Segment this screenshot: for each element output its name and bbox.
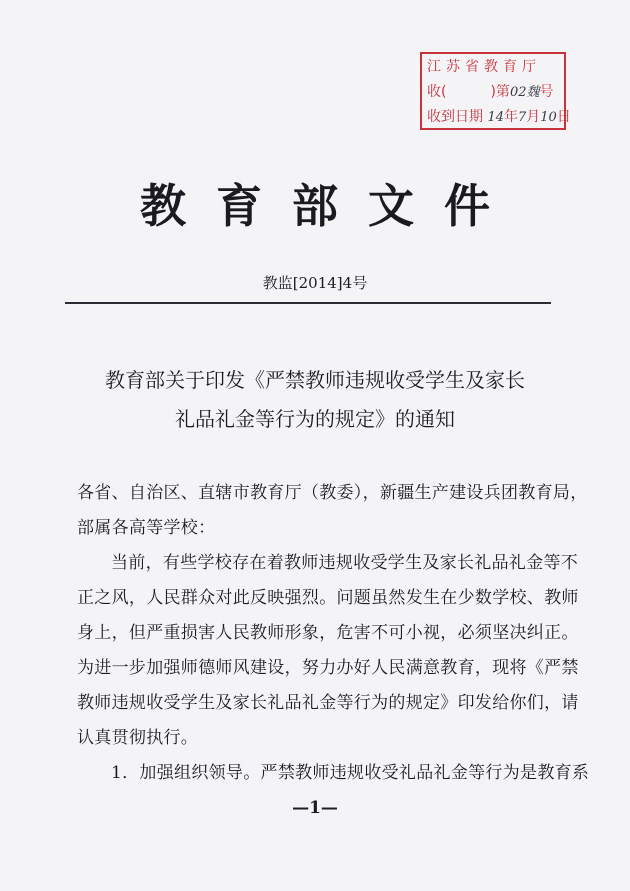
header-divider — [65, 302, 551, 304]
stamp-year-label: 年 — [504, 109, 518, 125]
stamp-handwritten-month: 7 — [518, 110, 527, 125]
body-line: 为进一步加强师德师风建设，努力办好人民满意教育，现将《严禁 — [77, 658, 579, 678]
stamp-receipt-prefix: 收( — [427, 84, 447, 100]
document-number: 教监[2014]4号 — [262, 274, 368, 292]
body-line: 正之风，人民群众对此反映强烈。问题虽然发生在少数学校、教师 — [77, 588, 579, 608]
issuing-org-title: 教育部文件 — [140, 179, 520, 233]
stamp-handwritten-day: 10 — [540, 110, 557, 125]
notice-title-line-2: 礼品礼金等行为的规定》的通知 — [175, 407, 455, 431]
page-number: —1— — [292, 798, 338, 818]
body-line: 认真贯彻执行。 — [77, 728, 199, 748]
stamp-date-label: 收到日期 — [427, 109, 483, 125]
stamp-handwritten-year: 14 — [487, 110, 504, 125]
stamp-handwritten-number: 02魏 — [509, 85, 540, 100]
stamp-receipt-mid: )第 — [490, 84, 510, 100]
body-line-addressees-cont: 部属各高等学校： — [77, 518, 216, 538]
notice-title-line-1: 教育部关于印发《严禁教师违规收受学生及家长 — [105, 368, 525, 392]
stamp-month-label: 月 — [526, 109, 541, 125]
stamp-date-line — [427, 105, 571, 129]
stamp-org-line: 江苏省教育厅 — [427, 59, 541, 75]
body-line-paragraph-1: 当前，有些学校存在着教师违规收受学生及家长礼品礼金等不 — [111, 553, 579, 573]
stamp-receipt-number-line — [427, 80, 560, 104]
body-line-section-1: 1．加强组织领导。严禁教师违规收受礼品礼金等行为是教育系 — [111, 763, 590, 783]
body-line-addressees: 各省、自治区、直辖市教育厅（教委），新疆生产建设兵团教育局， — [77, 483, 588, 503]
stamp-day-label: 日 — [556, 109, 571, 125]
stamp-receipt-suffix: 号 — [539, 84, 554, 100]
body-line: 身上，但严重损害人民教师形象，危害不可小视，必须坚决纠正。 — [77, 623, 579, 643]
receipt-stamp — [420, 52, 571, 130]
body-line: 教师违规收受学生及家长礼品礼金等行为的规定》印发给你们，请 — [77, 693, 579, 713]
